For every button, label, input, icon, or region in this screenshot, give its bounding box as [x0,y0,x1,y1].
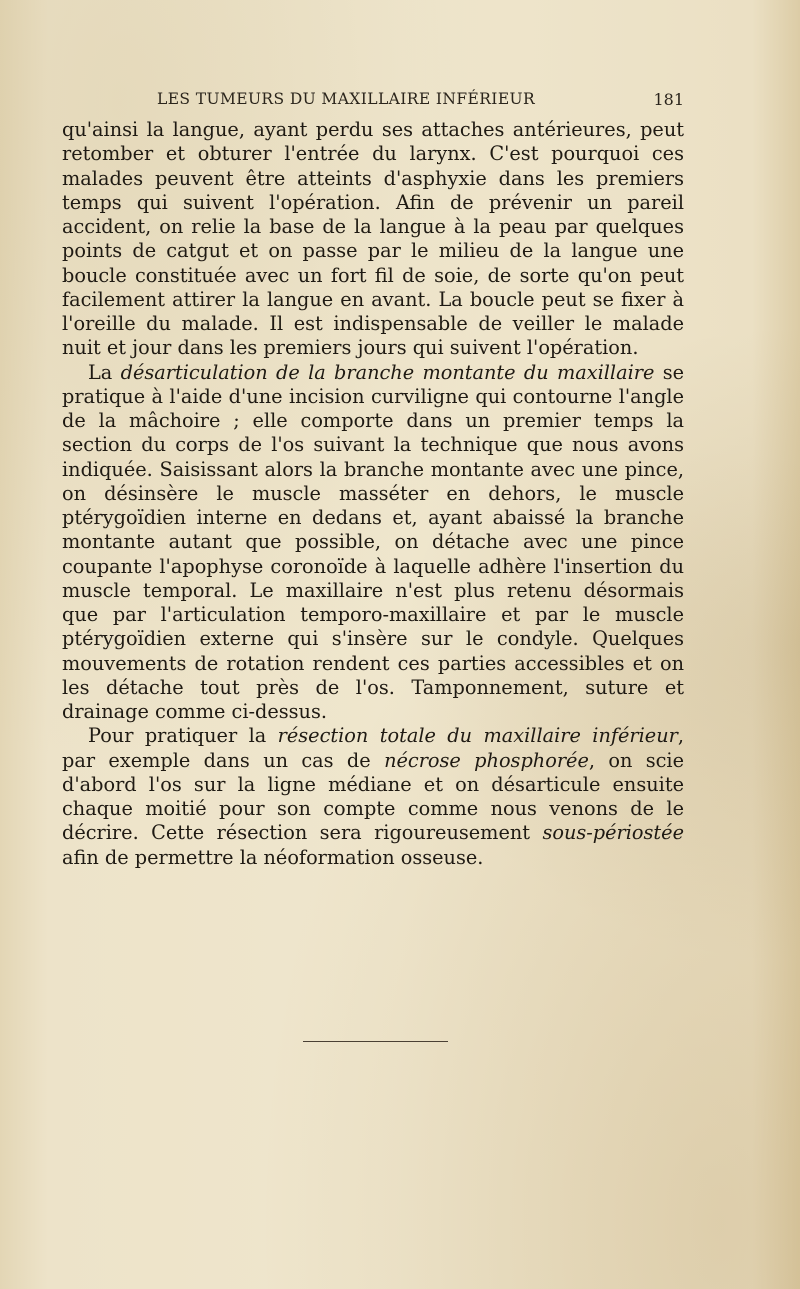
paragraph-text: afin de permettre la néoformation osseuse. [62,845,484,869]
paragraph-text: , on scie d'abord l'os sur la ligne médiane et on désarticule ensuite chaque moitié pour son compte comme nous venons de le décrire. Cette résection sera rigoureusement [62,748,685,845]
paragraph-resection-totale [62,724,684,870]
running-title: LES TUMEURS DU MAXILLAIRE INFÉRIEUR [157,90,536,108]
page-header [62,90,682,114]
section-divider-rule [303,1041,448,1042]
paragraph-text: se pratique à l'aide d'une incision curviligne qui contourne l'angle de la mâchoire ; elle comporte dans un premier temps la section du corps de l'os suivant la technique que nous avons indiquée. Saisissant alors la branche montante avec une pince, on désinsère le muscle masséter en dehors, le muscle ptérygoïdien interne en dedans et, ayant abaissé la branche montante autant que possible, on détache avec une pince coupante l'apophyse coronoïde à laquelle adhère l'insertion du muscle temporal. Le maxillaire n'est plus retenu désormais que par l'articulation temporo-maxillaire et par le muscle ptérygoïdien externe qui s'insère sur le condyle. Quelques mouvements de rotation rendent ces parties accessibles et on les détache tout près de l'os. Tamponnement, suture et drainage comme ci-dessus. [62,360,685,723]
paragraph-text: La [88,360,121,384]
paragraph-text: Pour pratiquer la [88,724,278,748]
italic-term: désarticulation de la branche montante du maxillaire [120,360,655,384]
italic-term: nécrose phosphorée [384,748,589,772]
page-number: 181 [653,90,684,109]
paragraph-desarticulation [62,361,684,725]
body-text [62,118,684,870]
italic-term: résection totale du maxillaire inférieur [277,724,678,748]
paragraph-continuation [62,118,684,361]
italic-term: sous-périostée [542,821,684,845]
paragraph-text: qu'ainsi la langue, ayant perdu ses attaches antérieures, peut retomber et obturer l'entrée du larynx. C'est pourquoi ces malades peuvent être atteints d'asphyxie dans les premiers temps qui suivent l'opération. Afin de prévenir un pareil accident, on relie la base de la langue à la peau par quelques points de catgut et on passe par le milieu de la langue une boucle constituée avec un fort fil de soie, de sorte qu'on peut facilement attirer la langue en avant. La boucle peut se fixer à l'oreille du malade. Il est indispensable de veiller le malade nuit et jour dans les premiers jours qui suivent l'opération. [62,118,684,360]
paragraph-text: , par exemple dans un cas de [62,724,684,772]
